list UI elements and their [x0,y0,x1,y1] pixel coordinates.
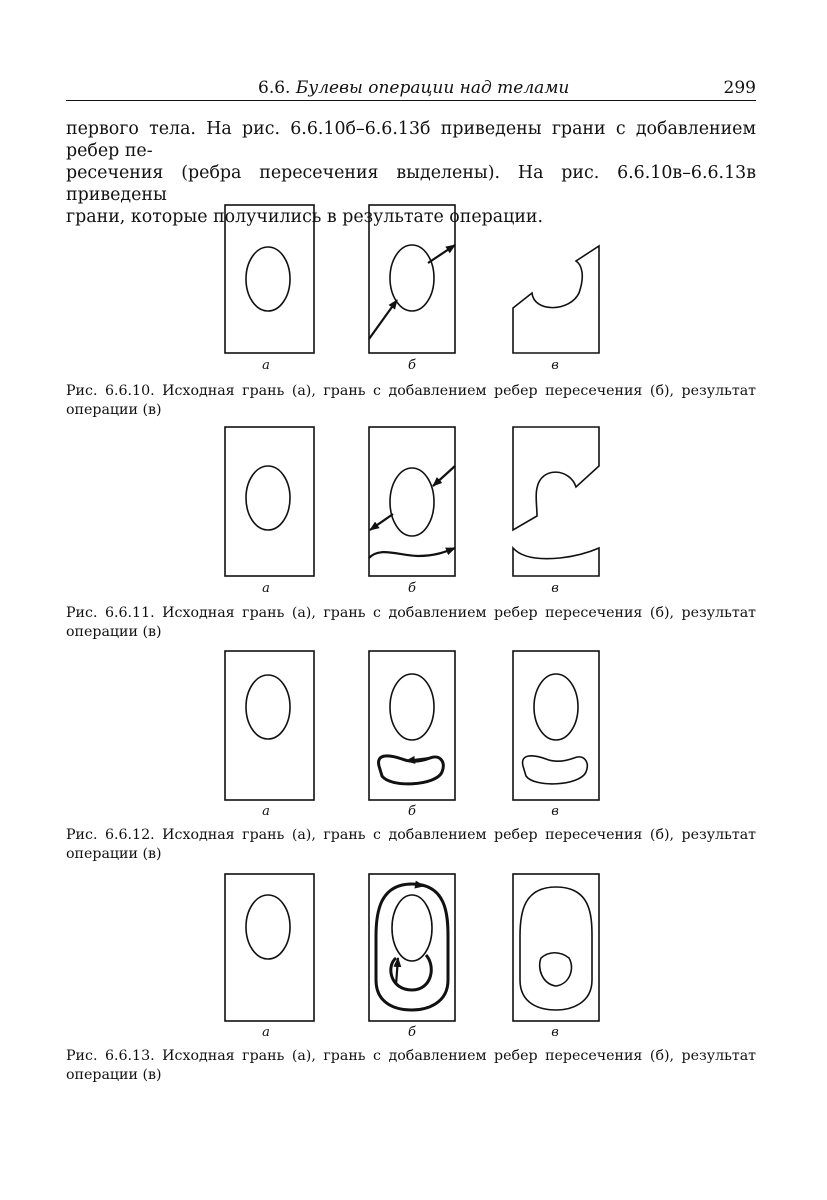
panel-b-face-with-edges [369,205,455,353]
panel-b-face-with-edges [369,874,455,1021]
figure-6-6-11 [225,427,599,576]
panel-c-result [513,246,599,353]
panel-label-a: а [262,581,270,596]
panel-label-c: в [551,358,559,373]
figure-caption [66,1047,756,1085]
panel-label-b: б [408,581,416,596]
figure-6-6-10 [225,205,599,353]
figure-caption [66,826,756,864]
panel-b-face-with-edges [369,427,455,576]
panel-label-c: в [551,581,559,596]
panel-b-face-with-edges [369,651,455,800]
panel-a-original-face [225,651,314,800]
panel-label-b: б [408,358,416,373]
panel-label-b: б [408,804,416,819]
figure-number: Рис. 6.6.10. [66,383,155,399]
figure-6-6-12 [225,651,599,800]
figure-caption [66,604,756,642]
panel-label-c: в [551,1025,559,1040]
panel-a-original-face [225,874,314,1021]
header-title: 6.6. Булевы операции над телами [258,78,570,98]
panel-label-a: а [262,804,270,819]
caption-text: Исходная грань (а), грань с добавлением ребер пересечения (б), результат операции (в) [66,383,757,418]
panel-a-original-face [225,205,314,353]
caption-text: Исходная грань (а), грань с добавлением ребер пересечения (б), результат операции (в) [66,1048,757,1083]
panel-label-b: б [408,1025,416,1040]
caption-text: Исходная грань (а), грань с добавлением ребер пересечения (б), результат операции (в) [66,605,757,640]
paragraph-line: грани, которые получились в результате операции. [66,207,544,227]
figure-number: Рис. 6.6.12. [66,827,155,843]
figure-caption [66,382,756,420]
panel-labels [262,358,559,1040]
figure-number: Рис. 6.6.13. [66,1048,155,1064]
panel-a-original-face [225,427,314,576]
paragraph-line: первого тела. На рис. 6.6.10б–6.6.13б приведены грани с добавлением ребер пе- [66,119,756,161]
panel-label-a: а [262,358,270,373]
caption-text: Исходная грань (а), грань с добавлением ребер пересечения (б), результат операции (в) [66,827,757,862]
page-number: 299 [723,78,756,98]
figure-number: Рис. 6.6.11. [66,605,155,621]
panel-label-a: а [262,1025,270,1040]
panel-label-c: в [551,804,559,819]
panel-c-result [513,651,599,800]
paragraph-line: ресечения (ребра пересечения выделены). На рис. 6.6.10в–6.6.13в приведены [66,163,756,205]
figure-6-6-13 [225,874,599,1021]
panel-c-result [513,427,599,576]
panel-c-result [513,874,599,1021]
